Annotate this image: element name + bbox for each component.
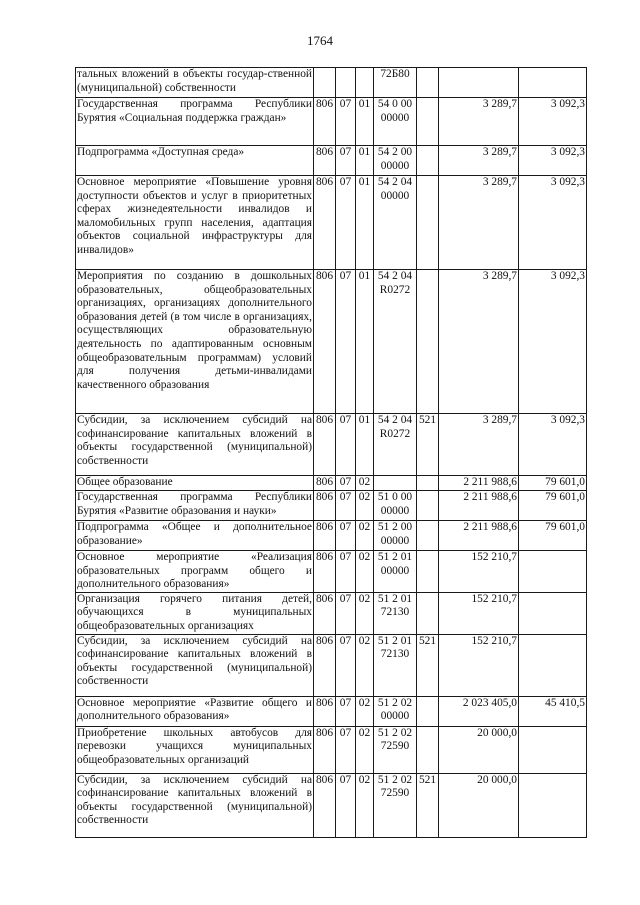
row-csr-code: 51 2 02 00000 xyxy=(374,696,417,726)
row-gr-code: 806 xyxy=(314,176,336,270)
table-row xyxy=(76,98,587,146)
budget-table xyxy=(75,67,587,838)
table-row xyxy=(76,634,587,696)
row-sum-2 xyxy=(519,68,587,98)
row-name-cell: Субсидии, за исключением субсидий на софинансирование капитальных вложений в объекты государственной (муниципальной) собственности xyxy=(76,414,314,476)
row-rz-code: 07 xyxy=(336,176,356,270)
row-csr-code: 51 2 02 72590 xyxy=(374,726,417,773)
table-row xyxy=(76,476,587,491)
row-name-cell: Основное мероприятие «Повышение уровня доступности объектов и услуг в приоритетных сферах жизнедеятельности инвалидов и маломобильных групп населения, адаптация объектов социальной инфраструктуры для инвалидов» xyxy=(76,176,314,270)
row-rz-code: 07 xyxy=(336,491,356,521)
row-rz-code: 07 xyxy=(336,270,356,414)
row-csr-code: 51 2 01 72130 xyxy=(374,592,417,634)
row-vr-code xyxy=(417,270,439,414)
row-gr-code: 806 xyxy=(314,773,336,837)
row-vr-code xyxy=(417,726,439,773)
row-name-cell: Организация горячего питания детей, обучающихся в муниципальных общеобразовательных организациях xyxy=(76,592,314,634)
row-csr-code: 51 2 00 00000 xyxy=(374,521,417,551)
row-pr-code: 02 xyxy=(356,491,374,521)
row-rz-code: 07 xyxy=(336,476,356,491)
row-gr-code: 806 xyxy=(314,98,336,146)
row-name-cell: Субсидии, за исключением субсидий на софинансирование капитальных вложений в объекты государственной (муниципальной) собственности xyxy=(76,634,314,696)
row-sum-2: 3 092,3 xyxy=(519,98,587,146)
row-gr-code xyxy=(314,68,336,98)
row-gr-code: 806 xyxy=(314,521,336,551)
row-vr-code xyxy=(417,491,439,521)
table-row xyxy=(76,68,587,98)
row-gr-code: 806 xyxy=(314,592,336,634)
table-row xyxy=(76,521,587,551)
table-row xyxy=(76,551,587,593)
table-row xyxy=(76,270,587,414)
row-name-cell: Подпрограмма «Общее и дополнительное образование» xyxy=(76,521,314,551)
row-name-cell: Общее образование xyxy=(76,476,314,491)
row-pr-code: 01 xyxy=(356,146,374,176)
row-name-cell: Государственная программа Республики Бурятия «Социальная поддержка граждан» xyxy=(76,98,314,146)
row-pr-code: 02 xyxy=(356,476,374,491)
row-sum-1: 2 211 988,6 xyxy=(439,476,519,491)
row-sum-1: 20 000,0 xyxy=(439,726,519,773)
row-sum-2 xyxy=(519,726,587,773)
row-sum-2 xyxy=(519,551,587,593)
row-sum-2 xyxy=(519,634,587,696)
row-sum-1: 2 211 988,6 xyxy=(439,491,519,521)
row-sum-2: 3 092,3 xyxy=(519,176,587,270)
row-sum-1: 20 000,0 xyxy=(439,773,519,837)
row-pr-code: 02 xyxy=(356,726,374,773)
row-name-cell: Субсидии, за исключением субсидий на софинансирование капитальных вложений в объекты государственной (муниципальной) собственности xyxy=(76,773,314,837)
row-csr-code: 54 2 04 R0272 xyxy=(374,414,417,476)
row-rz-code: 07 xyxy=(336,414,356,476)
row-pr-code: 01 xyxy=(356,98,374,146)
row-sum-1: 3 289,7 xyxy=(439,270,519,414)
row-pr-code: 02 xyxy=(356,551,374,593)
row-csr-code: 54 2 04 00000 xyxy=(374,176,417,270)
row-sum-1: 3 289,7 xyxy=(439,98,519,146)
row-sum-2: 45 410,5 xyxy=(519,696,587,726)
row-sum-2 xyxy=(519,592,587,634)
row-pr-code: 01 xyxy=(356,176,374,270)
row-name-cell: Основное мероприятие «Развитие общего и дополнительного образования» xyxy=(76,696,314,726)
row-rz-code: 07 xyxy=(336,551,356,593)
row-rz-code xyxy=(336,68,356,98)
row-vr-code xyxy=(417,521,439,551)
row-vr-code: 521 xyxy=(417,773,439,837)
table-row xyxy=(76,414,587,476)
table-row xyxy=(76,146,587,176)
row-name-cell: Подпрограмма «Доступная среда» xyxy=(76,146,314,176)
page-number: 1764 xyxy=(307,33,333,48)
row-rz-code: 07 xyxy=(336,726,356,773)
table-row xyxy=(76,491,587,521)
table-row xyxy=(76,696,587,726)
row-rz-code: 07 xyxy=(336,146,356,176)
row-vr-code xyxy=(417,68,439,98)
row-vr-code xyxy=(417,98,439,146)
row-sum-2: 3 092,3 xyxy=(519,270,587,414)
row-sum-2: 79 601,0 xyxy=(519,491,587,521)
row-rz-code: 07 xyxy=(336,634,356,696)
row-name-cell: Основное мероприятие «Реализация образовательных программ общего и дополнительного образования» xyxy=(76,551,314,593)
row-pr-code: 02 xyxy=(356,696,374,726)
row-sum-1: 152 210,7 xyxy=(439,592,519,634)
row-rz-code: 07 xyxy=(336,592,356,634)
row-rz-code: 07 xyxy=(336,773,356,837)
row-sum-1: 2 211 988,6 xyxy=(439,521,519,551)
row-gr-code: 806 xyxy=(314,146,336,176)
row-csr-code: 72Б80 xyxy=(374,68,417,98)
row-vr-code xyxy=(417,476,439,491)
row-vr-code: 521 xyxy=(417,634,439,696)
row-pr-code: 01 xyxy=(356,414,374,476)
row-pr-code: 02 xyxy=(356,592,374,634)
row-csr-code: 54 0 00 00000 xyxy=(374,98,417,146)
row-rz-code: 07 xyxy=(336,521,356,551)
row-pr-code xyxy=(356,68,374,98)
row-vr-code: 521 xyxy=(417,414,439,476)
row-sum-2 xyxy=(519,773,587,837)
table-row xyxy=(76,773,587,837)
row-gr-code: 806 xyxy=(314,551,336,593)
table-body xyxy=(76,68,587,838)
row-gr-code: 806 xyxy=(314,634,336,696)
row-gr-code: 806 xyxy=(314,726,336,773)
row-csr-code xyxy=(374,476,417,491)
table-row xyxy=(76,176,587,270)
row-csr-code: 51 2 01 72130 xyxy=(374,634,417,696)
table-row xyxy=(76,726,587,773)
row-csr-code: 54 2 04 R0272 xyxy=(374,270,417,414)
row-csr-code: 51 0 00 00000 xyxy=(374,491,417,521)
row-sum-2: 79 601,0 xyxy=(519,521,587,551)
row-csr-code: 51 2 01 00000 xyxy=(374,551,417,593)
row-name-cell: Государственная программа Республики Бурятия «Развитие образования и науки» xyxy=(76,491,314,521)
row-sum-2: 3 092,3 xyxy=(519,414,587,476)
row-gr-code: 806 xyxy=(314,270,336,414)
row-sum-1: 152 210,7 xyxy=(439,551,519,593)
row-csr-code: 54 2 00 00000 xyxy=(374,146,417,176)
row-vr-code xyxy=(417,176,439,270)
row-sum-2: 79 601,0 xyxy=(519,476,587,491)
row-gr-code: 806 xyxy=(314,476,336,491)
table-row xyxy=(76,592,587,634)
row-sum-1: 152 210,7 xyxy=(439,634,519,696)
row-csr-code: 51 2 02 72590 xyxy=(374,773,417,837)
row-pr-code: 01 xyxy=(356,270,374,414)
row-sum-1: 3 289,7 xyxy=(439,146,519,176)
row-gr-code: 806 xyxy=(314,414,336,476)
row-sum-1: 3 289,7 xyxy=(439,414,519,476)
row-vr-code xyxy=(417,592,439,634)
row-name-cell: Приобретение школьных автобусов для перевозки учащихся муниципальных общеобразовательных организаций xyxy=(76,726,314,773)
row-sum-1: 2 023 405,0 xyxy=(439,696,519,726)
row-pr-code: 02 xyxy=(356,521,374,551)
row-gr-code: 806 xyxy=(314,491,336,521)
row-vr-code xyxy=(417,551,439,593)
row-name-cell: тальных вложений в объекты государ-ственной (муниципальной) собственности xyxy=(76,68,314,98)
row-pr-code: 02 xyxy=(356,773,374,837)
row-vr-code xyxy=(417,146,439,176)
row-sum-1: 3 289,7 xyxy=(439,176,519,270)
row-rz-code: 07 xyxy=(336,98,356,146)
row-rz-code: 07 xyxy=(336,696,356,726)
row-sum-1 xyxy=(439,68,519,98)
row-name-cell: Мероприятия по созданию в дошкольных образовательных, общеобразовательных организациях, организациях дополнительного образования детей (в том числе в организациях, осуществляющих образовательную деятельность по адаптированным основным общеобразовательным программам) условий для получения детьми-инвалидами качественного образования xyxy=(76,270,314,414)
row-pr-code: 02 xyxy=(356,634,374,696)
row-sum-2: 3 092,3 xyxy=(519,146,587,176)
row-vr-code xyxy=(417,696,439,726)
row-gr-code: 806 xyxy=(314,696,336,726)
